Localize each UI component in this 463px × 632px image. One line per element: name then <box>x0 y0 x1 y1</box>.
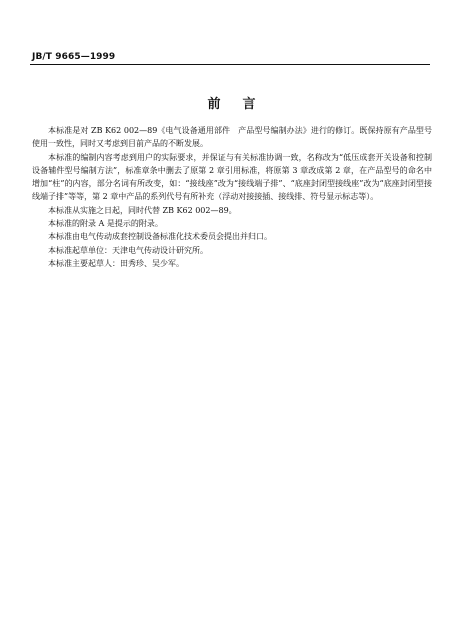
header-rule <box>30 64 430 65</box>
paragraph-content-changes: 本标准的编制内容考虑到用户的实际要求，并保证与有关标准协调一致，名称改为“低压成套开关设备和控制设备辅件型号编制方法”，标准章条中删去了原第 2 章引用标准，将原第 3 章改成第 2 章，在产品型号的命名中增加“柱”的内容，部分名词有所改变，如：“接线座”改为“接线端子排”、“底座封闭型接线座”改为“底座封闭型接线端子排”等等，第 2 章中产品的系列代号有所补充（浮动对接接插、接线排、符号显示标志等）。 <box>32 152 432 202</box>
paragraph-replacement: 本标准从实施之日起，同时代替 ZB K62 002—89。 <box>48 205 237 215</box>
paragraph-drafters: 本标准主要起草人：田秀珍、吴少军。 <box>48 258 184 268</box>
standard-code: JB/T 9665—1999 <box>32 52 116 62</box>
page-title: 前言 <box>207 97 278 112</box>
paragraph-drafting-unit: 本标准起草单位：天津电气传动设计研究所。 <box>48 245 208 255</box>
paragraph-appendix: 本标准的附录 A 是提示的附录。 <box>48 219 163 229</box>
foreword-body <box>32 124 432 270</box>
paragraph-proposer: 本标准由电气传动成套控制设备标准化技术委员会提出并归口。 <box>48 232 272 242</box>
paragraph-revision-basis: 本标准是对 ZB K62 002—89《电气设备通用部件 产品型号编制办法》进行的修订。既保持原有产品型号使用一致性，同时又考虑到目前产品的不断发展。 <box>32 126 432 149</box>
